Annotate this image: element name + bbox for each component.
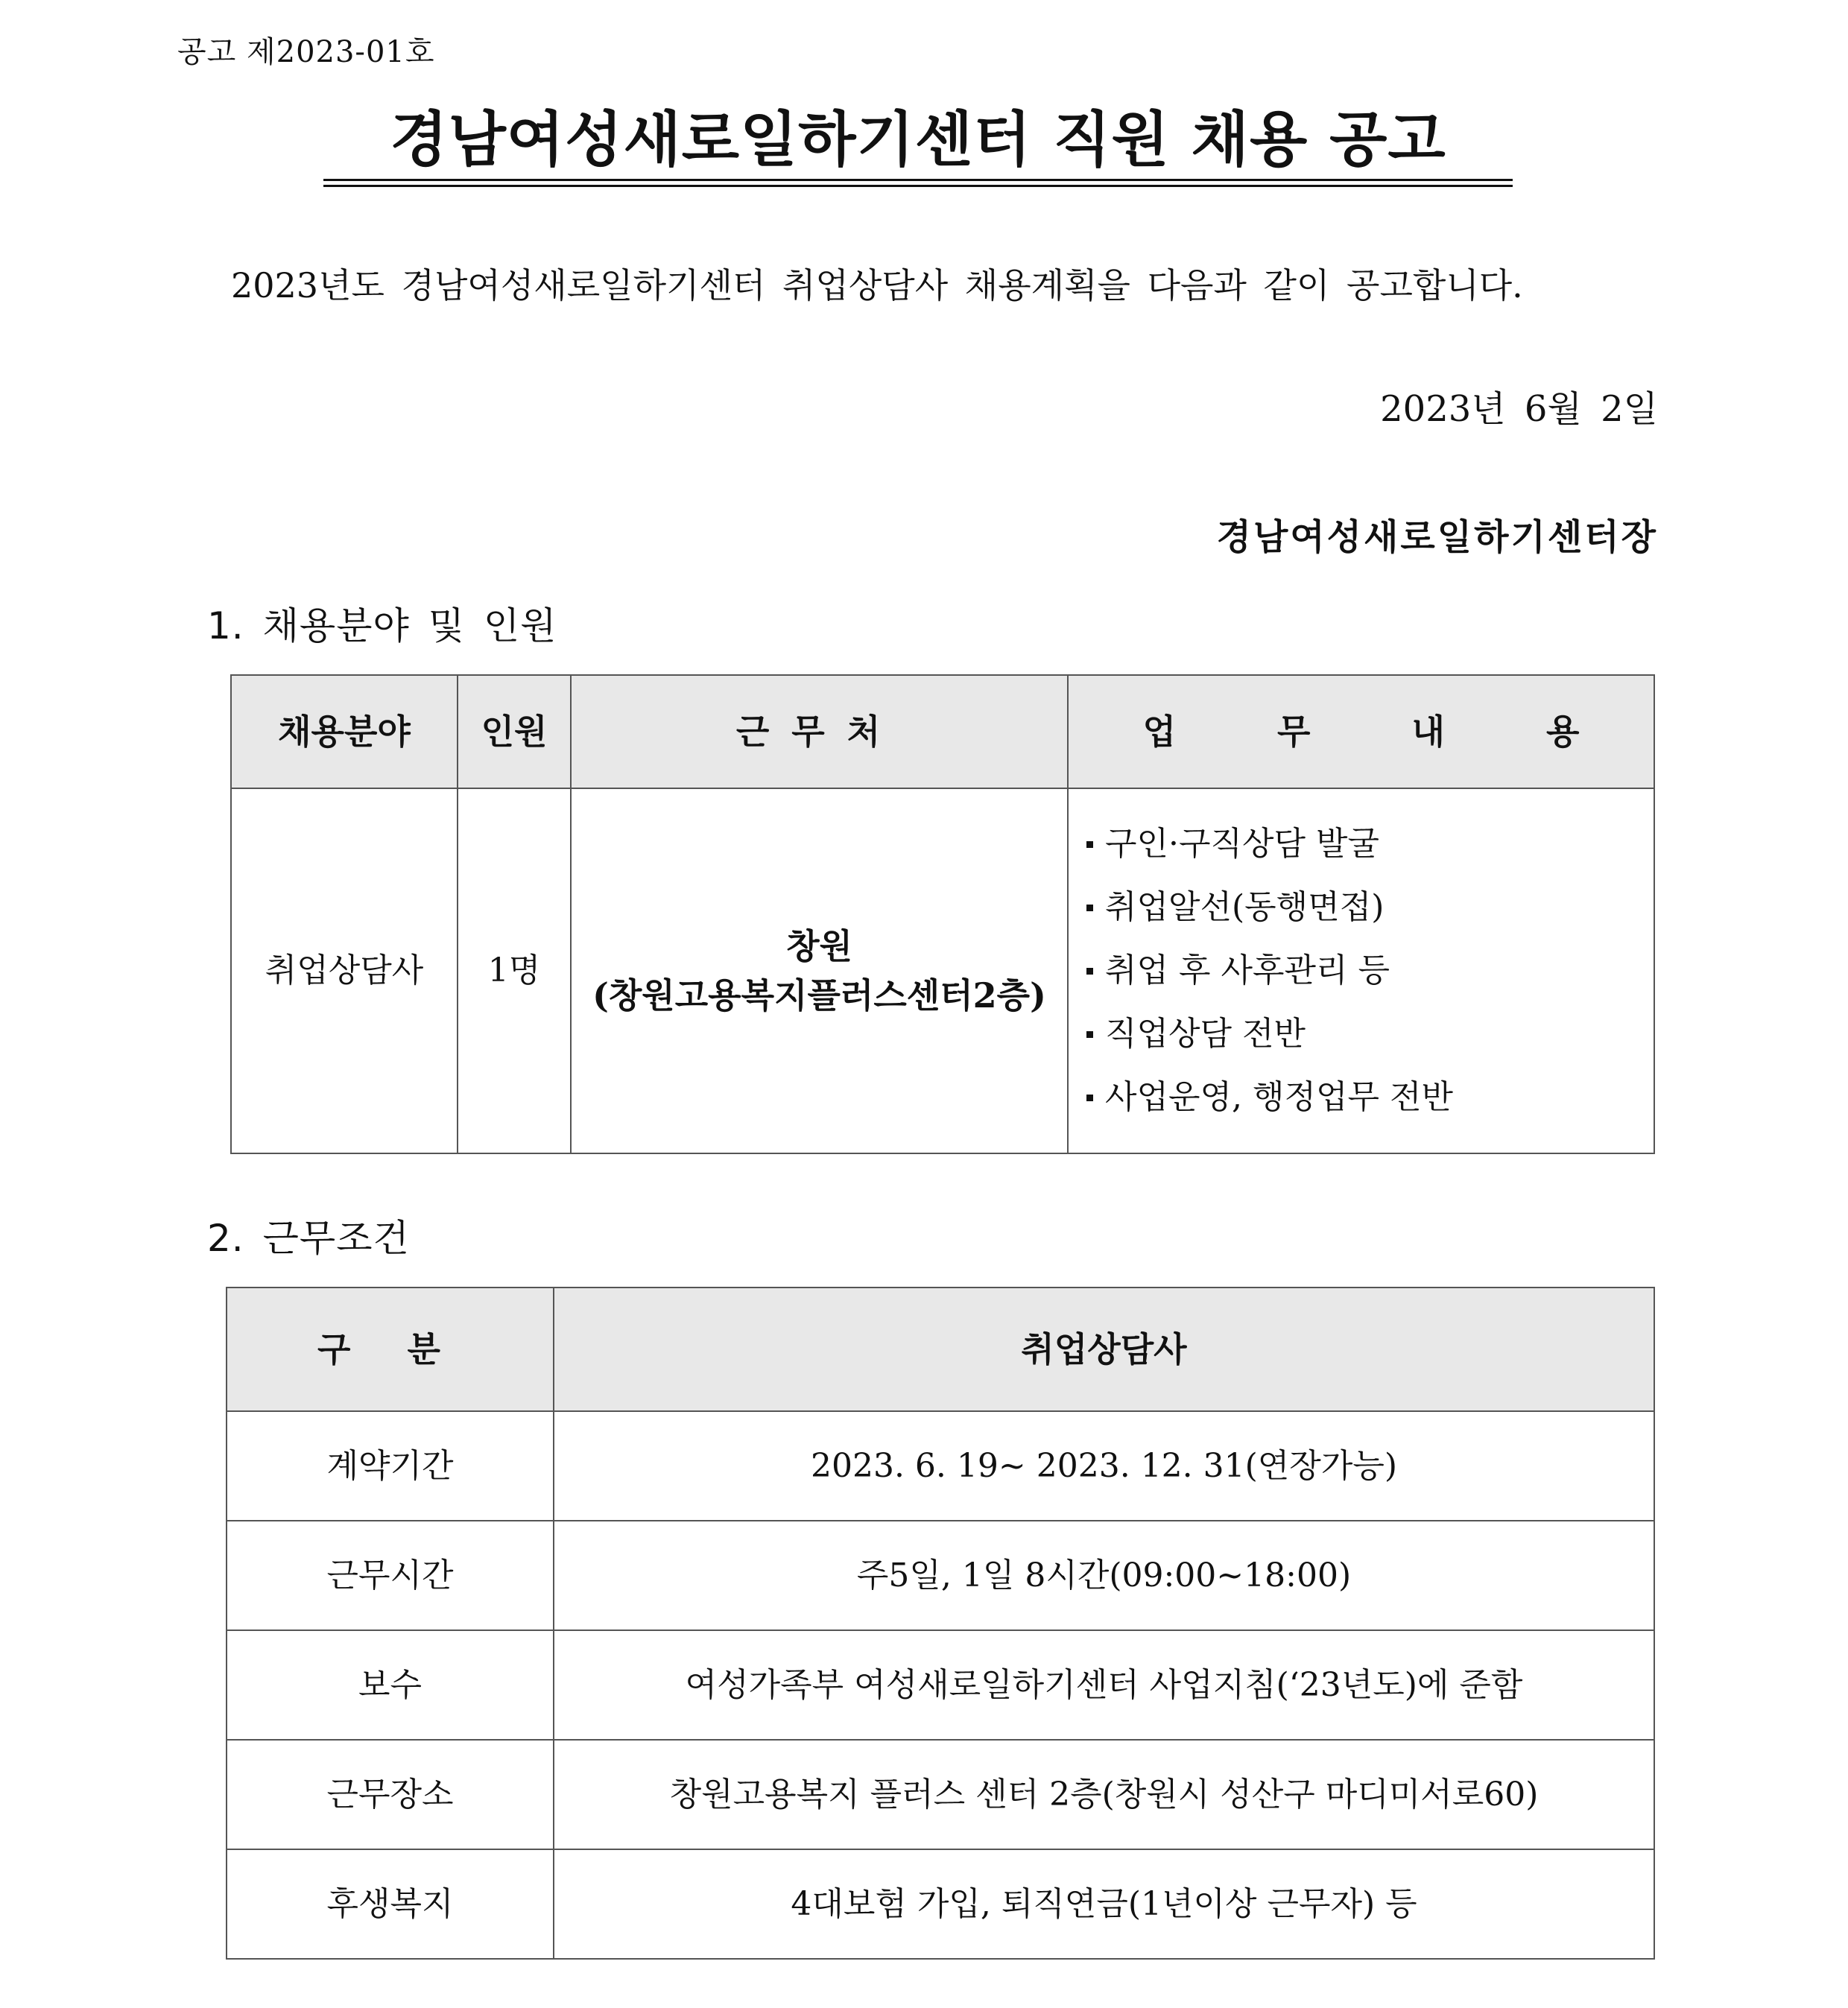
header-duties: 업 무 내 용 bbox=[1068, 675, 1654, 788]
section2-heading: 2. 근무조건 bbox=[207, 1217, 410, 1260]
cell-field: 취업상담사 bbox=[231, 788, 458, 1153]
conditions-header-row bbox=[227, 1288, 1654, 1411]
duty-item: 직업상담 전반 bbox=[1083, 1003, 1654, 1066]
condition-value: 창원고용복지 플러스 센터 2층(창원시 성산구 마디미서로60) bbox=[554, 1740, 1654, 1849]
condition-value: 주5일, 1일 8시간(09:00~18:00) bbox=[554, 1521, 1654, 1630]
condition-value: 2023. 6. 19~ 2023. 12. 31(연장가능) bbox=[554, 1411, 1654, 1521]
condition-label: 계약기간 bbox=[227, 1411, 554, 1521]
recruitment-row bbox=[231, 788, 1654, 1153]
document-title: 경남여성새로일하기센터 직원 채용 공고 bbox=[390, 105, 1446, 174]
bullet-icon bbox=[1086, 968, 1093, 975]
header-count: 인원 bbox=[458, 675, 571, 788]
table-row bbox=[227, 1849, 1654, 1959]
condition-value: 여성가족부 여성새로일하기센터 사업지침(‘23년도)에 준함 bbox=[554, 1630, 1654, 1740]
issuer-name: 경남여성새로일하기센터장 bbox=[1216, 516, 1658, 558]
duty-item: 취업알선(동행면접) bbox=[1083, 876, 1654, 940]
duty-item: 사업운영, 행정업무 전반 bbox=[1083, 1066, 1654, 1130]
table-row bbox=[227, 1521, 1654, 1630]
bullet-icon bbox=[1086, 841, 1093, 848]
duty-item: 구인·구직상담 발굴 bbox=[1083, 813, 1654, 876]
bullet-icon bbox=[1086, 1095, 1093, 1101]
workplace-detail: (창원고용복지플러스센터2층) bbox=[592, 975, 1046, 1016]
cell-count: 1명 bbox=[458, 788, 571, 1153]
bullet-icon bbox=[1086, 1031, 1093, 1038]
condition-value: 4대보험 가입, 퇴직연금(1년이상 근무자) 등 bbox=[554, 1849, 1654, 1959]
section1-heading: 1. 채용분야 및 인원 bbox=[207, 604, 557, 647]
workplace-main: 창원 bbox=[786, 926, 852, 966]
table-row bbox=[227, 1411, 1654, 1521]
condition-label: 보수 bbox=[227, 1630, 554, 1740]
table-row bbox=[227, 1740, 1654, 1849]
cell-duties bbox=[1068, 788, 1654, 1153]
notice-number: 공고 제2023-01호 bbox=[177, 35, 435, 69]
recruitment-table bbox=[230, 674, 1655, 1154]
conditions-table bbox=[226, 1287, 1655, 1960]
bullet-icon bbox=[1086, 905, 1093, 911]
announcement-date: 2023년 6월 2일 bbox=[1380, 388, 1658, 430]
condition-label: 근무장소 bbox=[227, 1740, 554, 1849]
recruitment-header-row bbox=[231, 675, 1654, 788]
title-underline-second bbox=[323, 185, 1513, 187]
title-underline bbox=[323, 179, 1513, 181]
header-category: 구 분 bbox=[227, 1288, 554, 1411]
condition-label: 후생복지 bbox=[227, 1849, 554, 1959]
duty-item: 취업 후 사후관리 등 bbox=[1083, 940, 1654, 1003]
intro-paragraph: 2023년도 경남여성새로일하기센터 취업상담사 채용계획을 다음과 같이 공고합니다. bbox=[231, 265, 1523, 305]
cell-workplace bbox=[571, 788, 1068, 1153]
header-position: 취업상담사 bbox=[554, 1288, 1654, 1411]
condition-label: 근무시간 bbox=[227, 1521, 554, 1630]
header-workplace: 근무처 bbox=[571, 675, 1068, 788]
table-row bbox=[227, 1630, 1654, 1740]
header-field: 채용분야 bbox=[231, 675, 458, 788]
